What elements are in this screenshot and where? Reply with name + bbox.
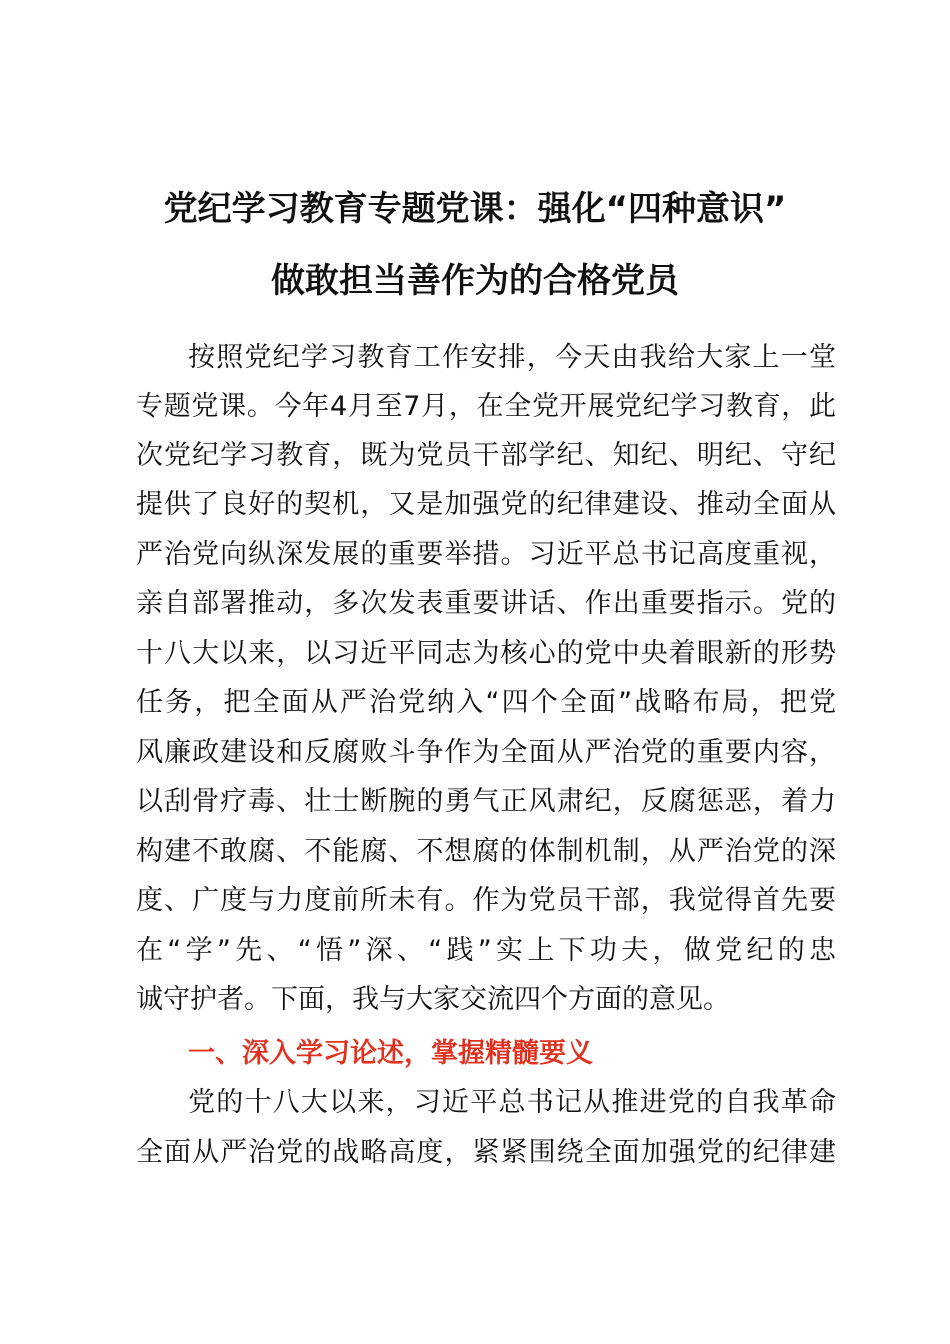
paragraph-line: 严治党向纵深发展的重要举措。习近平总书记高度重视， xyxy=(136,539,836,570)
paragraph-line: 风廉政建设和反腐败斗争作为全面从严治党的重要内容， xyxy=(136,737,836,768)
paragraph-line: 提供了良好的契机，又是加强党的纪律建设、推动全面从 xyxy=(136,489,836,520)
document-title-line-2: 做敢担当善作为的合格党员 xyxy=(271,261,679,301)
paragraph-line: 次党纪学习教育，既为党员干部学纪、知纪、明纪、守纪 xyxy=(136,440,836,471)
paragraph-line: 按照党纪学习教育工作安排，今天由我给大家上一堂 xyxy=(188,342,836,373)
paragraph-line: 党的十八大以来，习近平总书记从推进党的自我革命 xyxy=(188,1087,836,1118)
paragraph-line: 诚守护者。下面，我与大家交流四个方面的意见。 xyxy=(136,984,730,1015)
paragraph-line: 构建不敢腐、不能腐、不想腐的体制机制，从严治党的深 xyxy=(136,836,836,867)
paragraph-line: 度、广度与力度前所未有。作为党员干部，我觉得首先要 xyxy=(136,885,836,916)
paragraph-line: 亲自部署推动，多次发表重要讲话、作出重要指示。党的 xyxy=(136,588,836,619)
section-heading: 一、深入学习论述，掌握精髓要义 xyxy=(188,1038,593,1069)
document-title-line-1: 党纪学习教育专题党课：强化“四种意识” xyxy=(163,189,787,229)
paragraph-line: 以刮骨疗毒、壮士断腕的勇气正风肃纪，反腐惩恶，着力 xyxy=(136,786,836,817)
paragraph-line: 在“学”先、“悟”深、“践”实上下功夫，做党纪的忠 xyxy=(136,935,836,966)
paragraph-line: 专题党课。今年4月至7月，在全党开展党纪学习教育，此 xyxy=(136,391,836,422)
paragraph-line: 全面从严治党的战略高度，紧紧围绕全面加强党的纪律建 xyxy=(136,1137,836,1168)
paragraph-line: 任务，把全面从严治党纳入“四个全面”战略布局，把党 xyxy=(136,687,836,718)
paragraph-line: 十八大以来，以习近平同志为核心的党中央着眼新的形势 xyxy=(136,638,836,669)
